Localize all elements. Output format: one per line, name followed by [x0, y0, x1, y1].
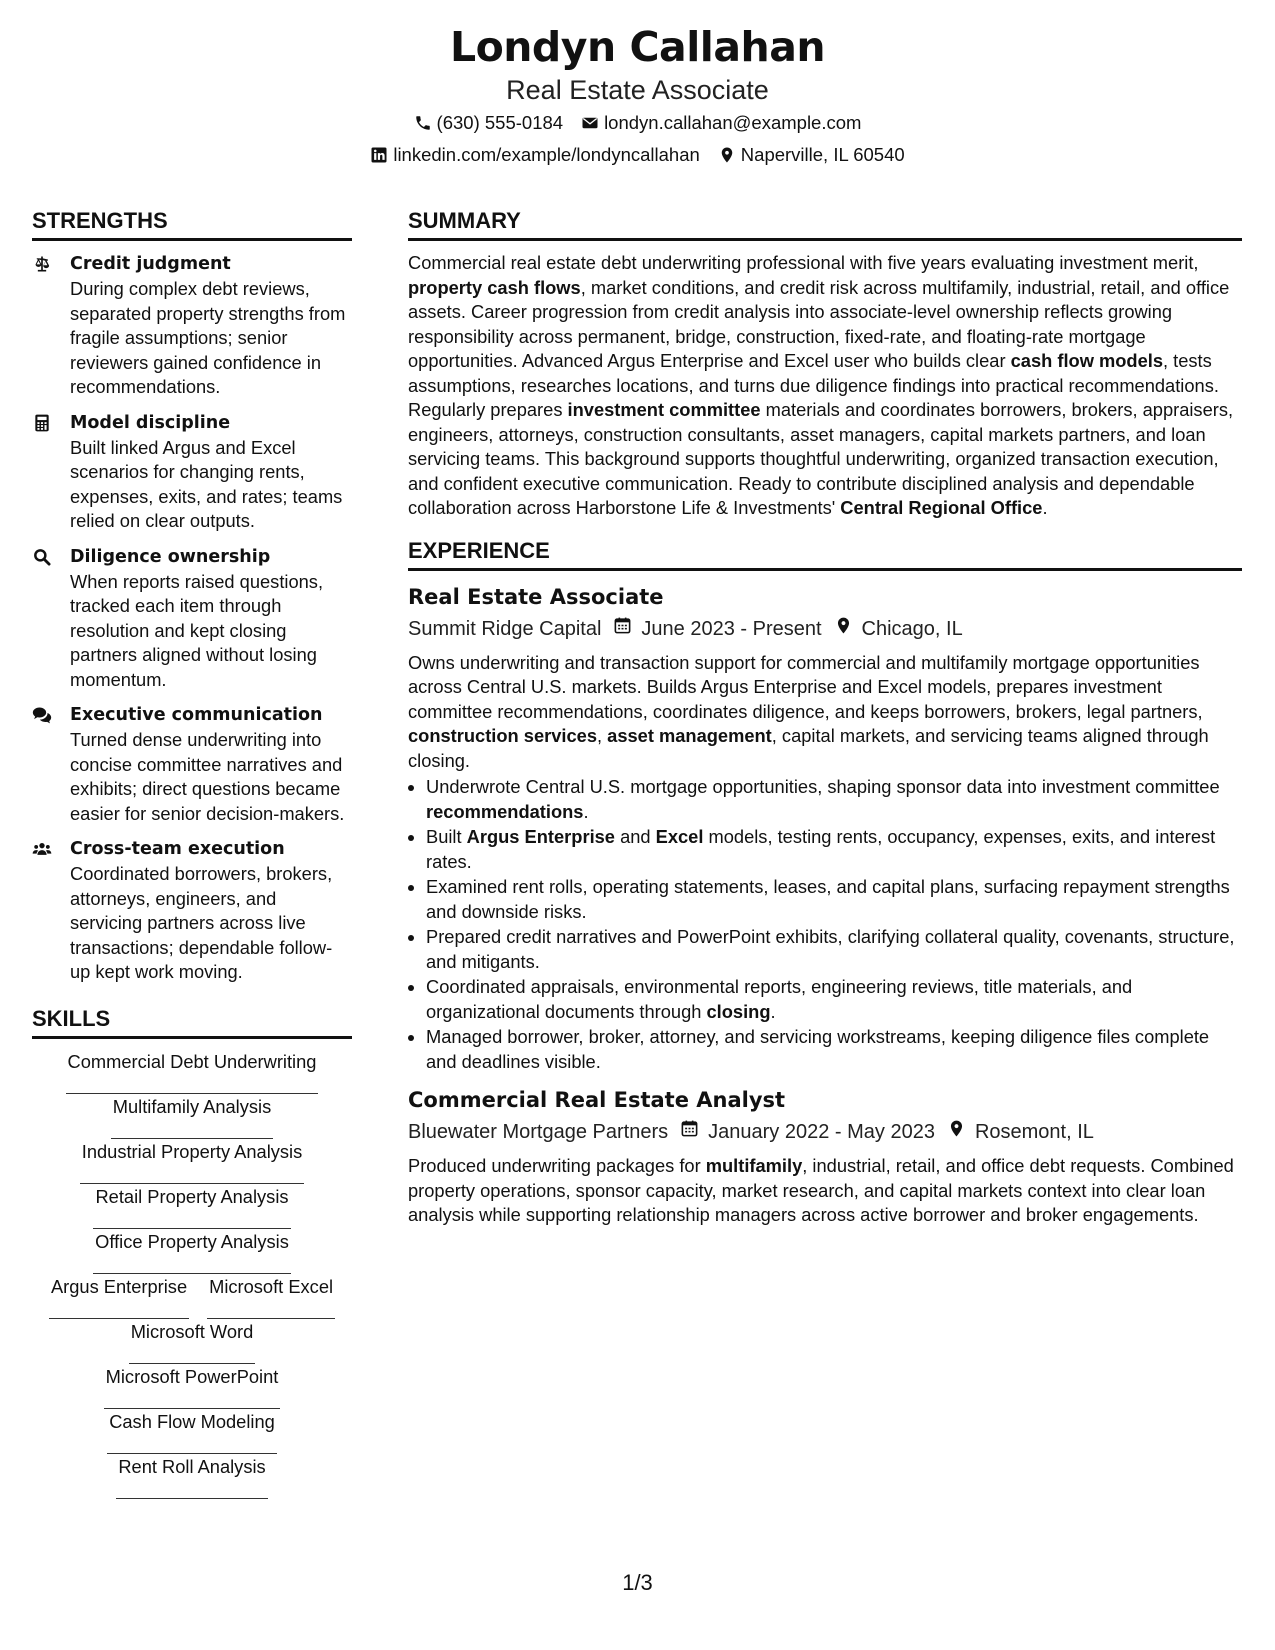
job-description-text: , industrial, retail, and office debt requests. Combined property operations, sponsor capacity, market research, and capital markets context into clear loan analysis while supporting relationship managers across active borrower and broker engagements.	[408, 1155, 1234, 1225]
job-dates	[680, 1116, 935, 1148]
strength-description: During complex debt reviews, separated property strengths from fragile assumptions; senior reviewers gained confidence in recommendations.	[70, 278, 346, 397]
dates-text: June 2023 - Present	[641, 617, 822, 640]
calendar-icon	[680, 1116, 699, 1148]
left-column	[32, 205, 352, 1499]
job-bullet	[426, 1025, 1242, 1074]
strength-body	[70, 251, 352, 400]
linkedin-text[interactable]: linkedin.com/example/londyncallahan	[393, 144, 700, 165]
skill-tag: Microsoft Word	[129, 1319, 256, 1364]
job-description-text: ,	[596, 725, 608, 746]
summary-text: .	[1042, 497, 1048, 518]
skill-row	[32, 1229, 352, 1274]
email-text[interactable]: londyn.callahan@example.com	[604, 112, 862, 133]
strength-body	[70, 410, 352, 534]
linkedin-icon	[370, 146, 388, 164]
job-bullet	[426, 875, 1242, 924]
skill-row	[32, 1364, 352, 1409]
skill-row	[32, 1274, 352, 1319]
job-meta	[408, 613, 1242, 645]
skill-tag: Cash Flow Modeling	[107, 1409, 277, 1454]
bullet-bold-text: recommendations	[426, 800, 584, 822]
strength-description: When reports raised questions, tracked each item through resolution and kept closing partners aligned without losing momentum.	[70, 570, 324, 690]
skill-row	[32, 1184, 352, 1229]
envelope-icon	[581, 114, 599, 132]
job-description-bold-text: multifamily	[705, 1155, 803, 1176]
skill-tag: Retail Property Analysis	[93, 1184, 290, 1229]
skill-row	[32, 1139, 352, 1184]
jobs-list	[408, 581, 1242, 1228]
contact-line-1	[0, 107, 1275, 139]
skill-tag: Microsoft Excel	[207, 1274, 335, 1319]
summary-bold-text: Central Regional Office	[840, 497, 1043, 518]
calculator-icon	[32, 410, 70, 534]
strength-description: Built linked Argus and Excel scenarios for changing rents, expenses, exits, and rates; teams relied on clear outputs.	[70, 436, 343, 531]
strength-item	[32, 251, 352, 400]
bullet-text: models, testing rents, occupancy, expenses, exits, and interest rates.	[426, 826, 1216, 872]
job-bullet	[426, 825, 1242, 874]
job-title: Real Estate Associate	[408, 584, 664, 609]
users-icon	[32, 836, 70, 985]
job-location	[834, 613, 963, 645]
right-column	[408, 205, 1242, 1238]
candidate-title: Real Estate Associate	[506, 75, 769, 105]
skill-row	[32, 1319, 352, 1364]
bullet-text: Underwrote Central U.S. mortgage opportunities, shaping sponsor data into investment committee	[426, 776, 1220, 797]
location-text: Naperville, IL 60540	[740, 144, 905, 165]
summary-bold-text: cash flow models	[1010, 350, 1164, 371]
summary-heading: SUMMARY	[408, 205, 1242, 241]
strengths-heading: STRENGTHS	[32, 205, 352, 241]
bullet-text: .	[770, 1000, 776, 1022]
job-description-text: Produced underwriting packages for	[408, 1155, 706, 1176]
summary-bold-text: property cash flows	[408, 276, 581, 298]
strength-title: Credit judgment	[70, 254, 231, 274]
skill-row	[32, 1094, 352, 1139]
summary-text: , tests assumptions, researches locations, and turns due diligence findings into practical recommendations. Regularly prepares	[408, 350, 1219, 420]
job-bullet	[426, 925, 1242, 974]
contact-linkedin[interactable]	[370, 139, 699, 171]
strength-body	[70, 544, 352, 693]
job-location	[947, 1116, 1094, 1148]
experience-heading: EXPERIENCE	[408, 535, 1242, 571]
job-entry	[408, 1084, 1242, 1228]
company-name: Bluewater Mortgage Partners	[408, 1121, 669, 1143]
skill-tag: Argus Enterprise	[49, 1274, 189, 1319]
bullet-text: Prepared credit narratives and PowerPoint exhibits, clarifying collateral quality, covenants, structure, and mitigants.	[426, 926, 1235, 972]
skill-tag: Microsoft PowerPoint	[104, 1364, 281, 1409]
map-marker-icon	[947, 1116, 966, 1148]
job-meta	[408, 1116, 1242, 1148]
company-name: Summit Ridge Capital	[408, 617, 602, 640]
skills-heading: SKILLS	[32, 1003, 352, 1039]
job-description-bold-text: asset management	[607, 725, 772, 746]
skills-list	[32, 1049, 352, 1499]
strength-description: Coordinated borrowers, brokers, attorneys, engineers, and servicing partners across live transactions; dependable follow-up kept work moving.	[70, 863, 333, 982]
bullet-text: Coordinated appraisals, environmental reports, engineering reviews, title materials, and organizational documents through	[426, 976, 1133, 1022]
contact-email[interactable]	[581, 107, 861, 139]
job-description-bold-text: construction services	[408, 725, 597, 746]
phone-icon	[414, 114, 432, 132]
bullet-bold-text: Excel	[655, 826, 704, 847]
summary-text: , market conditions, and credit risk across multifamily, industrial, retail, and office assets. Career progression from credit analysis into associate-level ownership reflects growing responsibility across permanent, bridge, construction, fixed-rate, and floating-rate mortgage opportunities. Advanced Argus Enterprise and Excel user who builds clear	[408, 276, 1230, 371]
job-description	[408, 1154, 1242, 1228]
bullet-text: .	[583, 800, 589, 822]
candidate-name: Londyn Callahan	[449, 23, 826, 71]
contact-line-2	[0, 139, 1275, 171]
location-text: Chicago, IL	[861, 617, 963, 640]
strength-body	[70, 836, 352, 985]
comments-icon	[32, 702, 70, 826]
job-title: Commercial Real Estate Analyst	[408, 1088, 786, 1112]
strength-item	[32, 836, 352, 985]
summary-text: Commercial real estate debt underwriting professional with five years evaluating investment merit,	[408, 252, 1199, 273]
job-description-text: Owns underwriting and transaction support for commercial and multifamily mortgage opportunities across Central U.S. markets. Builds Argus Enterprise and Excel models, prepares investment committee recommendations, coordinates diligence, and keeps borrowers, brokers, legal partners,	[408, 651, 1203, 722]
bullet-bold-text: Argus Enterprise	[466, 826, 615, 847]
map-marker-icon	[834, 613, 853, 645]
strength-item	[32, 702, 352, 826]
phone-text: (630) 555-0184	[436, 112, 564, 133]
skill-tag: Multifamily Analysis	[111, 1094, 273, 1139]
strength-title: Executive communication	[70, 705, 323, 725]
contact-phone	[414, 107, 564, 139]
calendar-icon	[613, 613, 632, 645]
job-bullet	[426, 775, 1242, 824]
resume-header	[0, 0, 1275, 171]
bullet-text: Examined rent rolls, operating statements, leases, and capital plans, surfacing repayment strengths and downside risks.	[426, 876, 1230, 922]
contact-location	[718, 139, 905, 171]
strength-description: Turned dense underwriting into concise committee narratives and exhibits; direct questions became easier for senior decision-makers.	[70, 729, 345, 824]
strength-item	[32, 410, 352, 534]
strengths-list	[32, 251, 352, 985]
search-icon	[32, 544, 70, 693]
strength-title: Cross-team execution	[70, 839, 285, 859]
job-dates	[613, 613, 821, 645]
location-text: Rosemont, IL	[974, 1121, 1094, 1143]
strength-title: Model discipline	[70, 412, 231, 433]
summary-text	[408, 251, 1242, 521]
bullet-text: Built	[426, 826, 467, 847]
map-marker-icon	[718, 146, 736, 164]
job-bullets	[408, 775, 1242, 1074]
strength-body	[70, 702, 352, 826]
summary-bold-text: investment committee	[567, 399, 761, 420]
bullet-text: and	[614, 826, 656, 847]
job-description-text: , capital markets, and servicing teams aligned through closing.	[408, 725, 1209, 771]
skill-tag: Industrial Property Analysis	[80, 1139, 305, 1184]
skill-row	[32, 1454, 352, 1499]
page-number: 1/3	[622, 1570, 653, 1595]
summary-text: materials and coordinates borrowers, brokers, appraisers, engineers, attorneys, construction consultants, asset managers, capital markets partners, and loan servicing teams. This background supports thoughtful underwriting, organized transaction execution, and confident executive communication. Ready to contribute disciplined analysis and dependable collaboration across Harborstone Life & Investments'	[408, 399, 1234, 518]
balance-scale-icon	[32, 251, 70, 400]
dates-text: January 2022 - May 2023	[708, 1121, 935, 1143]
skill-row	[32, 1409, 352, 1454]
job-entry	[408, 581, 1242, 1075]
skill-tag: Commercial Debt Underwriting	[66, 1049, 319, 1094]
skill-tag: Office Property Analysis	[93, 1229, 291, 1274]
skill-row	[32, 1049, 352, 1094]
job-bullet	[426, 975, 1242, 1024]
bullet-bold-text: closing	[706, 1000, 771, 1022]
bullet-text: Managed borrower, broker, attorney, and servicing workstreams, keeping diligence files complete and deadlines visible.	[426, 1026, 1210, 1072]
job-description	[408, 651, 1242, 774]
skill-tag: Rent Roll Analysis	[116, 1454, 267, 1499]
strength-item	[32, 544, 352, 693]
strength-title: Diligence ownership	[70, 546, 271, 567]
